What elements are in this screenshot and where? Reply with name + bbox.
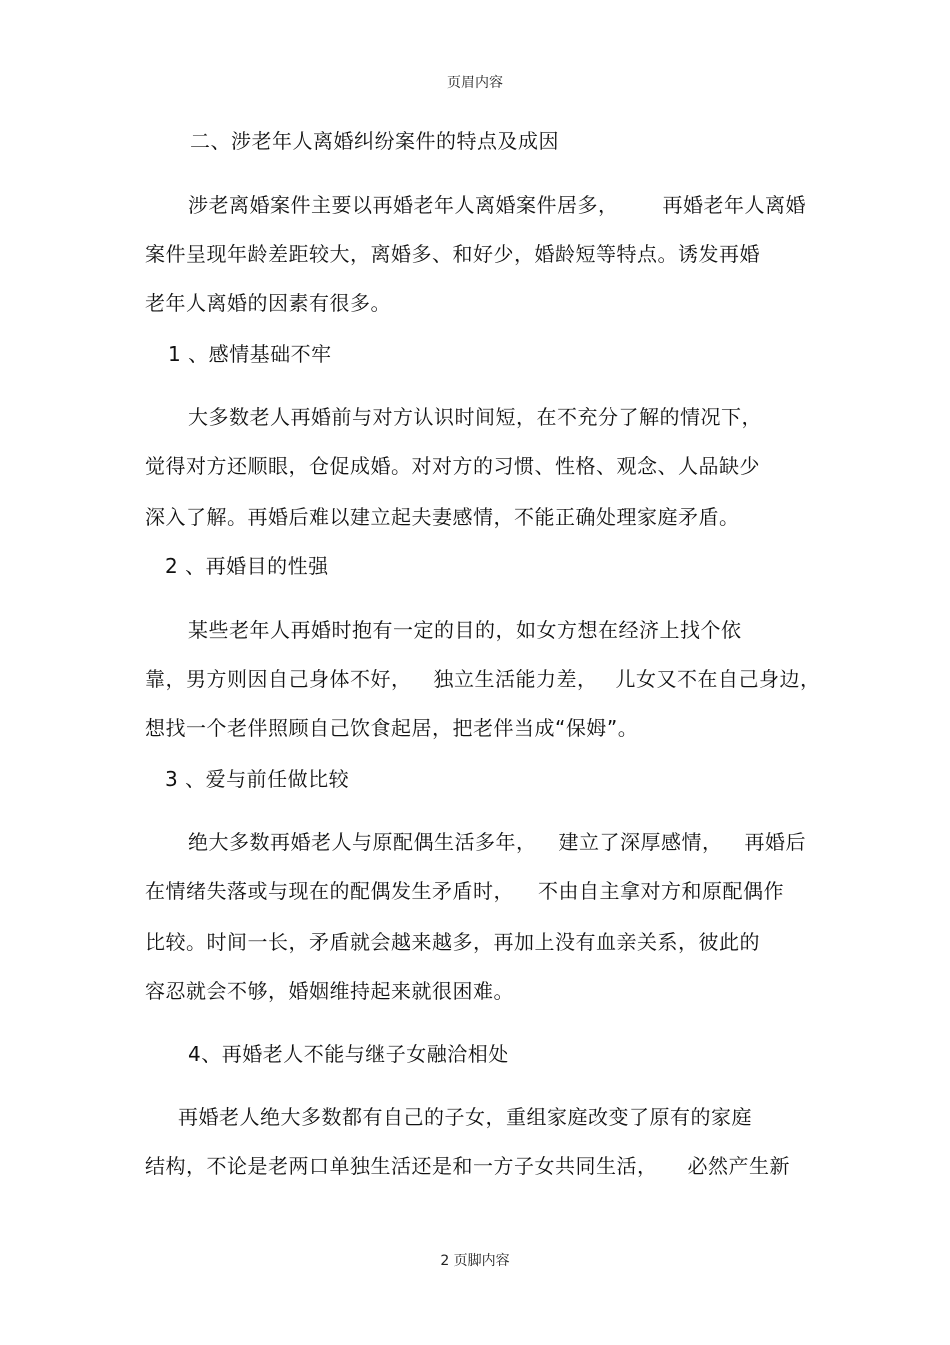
paragraph-line <box>188 191 806 219</box>
paragraph-line <box>145 665 821 693</box>
paragraph-line: 深入了解。再婚后难以建立起夫妻感情，不能正确处理家庭矛盾。 <box>145 505 740 529</box>
paragraph-line: 再婚老人绝大多数都有自己的子女，重组家庭改变了原有的家庭 <box>178 1105 752 1129</box>
text-segment: 涉老离婚案件主要以再婚老年人离婚案件居多， <box>188 193 619 217</box>
page-footer: 2 页脚内容 <box>440 1253 510 1269</box>
text-segment: 建立了深厚感情， <box>558 830 723 854</box>
text-segment: 结构，不论是老两口单独生活还是和一方子女共同生活， <box>145 1154 658 1178</box>
text-segment: 独立生活能力差， <box>433 667 598 691</box>
text-segment: 必然产生新 <box>687 1154 790 1178</box>
subheading-1: 1 、感情基础不牢 <box>168 342 332 366</box>
paragraph-line <box>188 828 806 856</box>
paragraph-line: 大多数老人再婚前与对方认识时间短，在不充分了解的情况下， <box>188 405 762 429</box>
text-segment: 绝大多数再婚老人与原配偶生活多年， <box>188 830 537 854</box>
section-title: 二、涉老年人离婚纠纷案件的特点及成因 <box>190 129 559 153</box>
paragraph-line: 比较。时间一长，矛盾就会越来越多，再加上没有血亲关系，彼此的 <box>145 930 760 954</box>
text-segment: 再婚老年人离婚 <box>662 193 806 217</box>
text-segment: 在情绪失落或与现在的配偶发生矛盾时， <box>145 879 514 903</box>
text-segment: 再婚后 <box>744 830 806 854</box>
paragraph-line: 某些老年人再婚时抱有一定的目的，如女方想在经济上找个依 <box>188 618 742 642</box>
paragraph-line <box>145 877 784 905</box>
paragraph-line: 案件呈现年龄差距较大，离婚多、和好少，婚龄短等特点。诱发再婚 <box>145 242 760 266</box>
page-header: 页眉内容 <box>447 75 503 91</box>
text-segment: 儿女又不在自己身边， <box>615 667 821 691</box>
paragraph-line: 想找一个老伴照顾自己饮食起居，把老伴当成“保姆”。 <box>145 716 639 740</box>
paragraph-line <box>145 1152 790 1180</box>
text-segment: 不由自主拿对方和原配偶作 <box>538 879 784 903</box>
subheading-4: 4、再婚老人不能与继子女融洽相处 <box>188 1042 509 1066</box>
text-segment: 靠，男方则因自己身体不好， <box>145 667 412 691</box>
paragraph-line: 老年人离婚的因素有很多。 <box>145 291 391 315</box>
subheading-2: 2 、再婚目的性强 <box>165 554 329 578</box>
subheading-3: 3 、爱与前任做比较 <box>165 767 350 791</box>
paragraph-line: 觉得对方还顺眼，仓促成婚。对对方的习惯、性格、观念、人品缺少 <box>145 454 760 478</box>
paragraph-line: 容忍就会不够，婚姻维持起来就很困难。 <box>145 979 514 1003</box>
